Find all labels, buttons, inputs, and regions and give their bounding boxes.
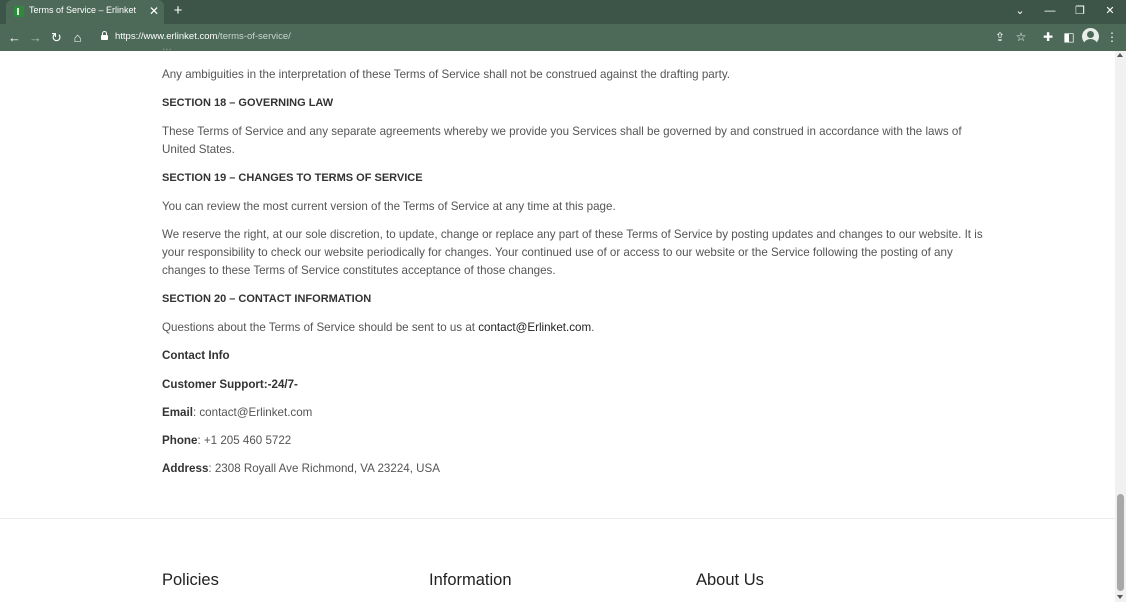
address-bar[interactable] (92, 26, 1036, 48)
page-scrollbar[interactable] (1115, 51, 1126, 602)
ambiguities-paragraph: Any ambiguities in the interpretation of these Terms of Service shall not be construed against the drafting party. (162, 68, 730, 81)
home-icon[interactable]: ⌂ (73, 30, 82, 45)
section-19-p2-line-2: your responsibility to check our website periodically for changes. Your continued use of or access to our website or the Service following the posting of any (162, 246, 953, 259)
section-20-paragraph (162, 321, 594, 334)
footer-policies-heading: Policies (162, 571, 219, 589)
address-value: : 2308 Royall Ave Richmond, VA 23224, USA (208, 462, 440, 475)
section-19-paragraph-1: You can review the most current version of the Terms of Service at any time at this page. (162, 200, 616, 213)
url-host: https://www.erlinket.com (115, 31, 218, 42)
puzzle-icon[interactable]: ✚ (1042, 30, 1054, 44)
email-label: Email (162, 406, 193, 419)
side-panel-icon[interactable]: ◧ (1063, 30, 1075, 44)
section-19-heading: SECTION 19 – CHANGES TO TERMS OF SERVICE (162, 172, 423, 184)
page-viewport (0, 40, 1115, 602)
contact-email-link[interactable]: contact@Erlinket.com (478, 321, 592, 334)
section-19-p2-line-3: changes to these Terms of Service constitutes acceptance of those changes. (162, 264, 556, 277)
footer-divider (0, 518, 1115, 519)
customer-support-label: Customer Support:-24/7- (162, 378, 298, 391)
tab-title: Terms of Service – Erlinket (29, 5, 137, 15)
scroll-down-arrow-icon[interactable] (1117, 595, 1123, 599)
scroll-up-arrow-icon[interactable] (1117, 53, 1123, 57)
phone-label: Phone (162, 434, 198, 447)
section-18-line-2: United States. (162, 143, 235, 156)
profile-avatar-icon[interactable] (1082, 28, 1099, 45)
section-18-line-1: These Terms of Service and any separate agreements whereby we provide you Services shall be governed by and construed in accordance with the laws of (162, 125, 962, 138)
reload-icon[interactable]: ↻ (51, 30, 62, 45)
new-tab-icon[interactable]: + (173, 2, 183, 19)
address-label: Address (162, 462, 209, 475)
tab-strip (0, 0, 1126, 24)
section-20-text: Questions about the Terms of Service should be sent to us at (162, 321, 479, 334)
scrollbar-thumb[interactable] (1117, 494, 1124, 591)
phone-value: : +1 205 460 5722 (197, 434, 292, 447)
footer-about-us-heading: About Us (696, 571, 764, 589)
section-18-heading: SECTION 18 – GOVERNING LAW (162, 97, 334, 109)
email-row (162, 406, 312, 419)
url-path: /terms-of-service/ (217, 31, 291, 42)
share-icon[interactable]: ⇪ (994, 30, 1006, 44)
close-window-icon[interactable]: ✕ (1105, 5, 1115, 17)
forward-arrow-icon[interactable]: → (29, 30, 42, 45)
back-arrow-icon[interactable]: ← (8, 30, 21, 45)
contact-period: . (591, 321, 595, 334)
partial-line: ... (162, 40, 172, 53)
phone-row (162, 434, 291, 447)
url-text[interactable] (115, 31, 291, 42)
minimize-icon[interactable]: — (1044, 5, 1056, 17)
address-row (162, 462, 440, 475)
lock-icon[interactable] (101, 31, 108, 40)
tab-close-icon[interactable]: ✕ (148, 4, 160, 18)
email-value: : contact@Erlinket.com (192, 406, 313, 419)
contact-info-label: Contact Info (162, 349, 230, 362)
site-favicon-icon (14, 6, 24, 17)
section-19-p2-line-1: We reserve the right, at our sole discretion, to update, change or replace any part of these Terms of Service by posting updates and changes to our website. It is (162, 228, 983, 241)
restore-icon[interactable]: ❐ (1075, 5, 1085, 17)
section-20-heading: SECTION 20 – CONTACT INFORMATION (162, 293, 372, 305)
bookmark-star-icon[interactable]: ☆ (1015, 30, 1027, 44)
tab-search-chevron-icon[interactable]: ⌄ (1015, 5, 1025, 17)
footer-information-heading: Information (429, 571, 512, 589)
kebab-menu-icon[interactable]: ⋮ (1106, 30, 1118, 44)
browser-tab[interactable] (6, 0, 164, 24)
